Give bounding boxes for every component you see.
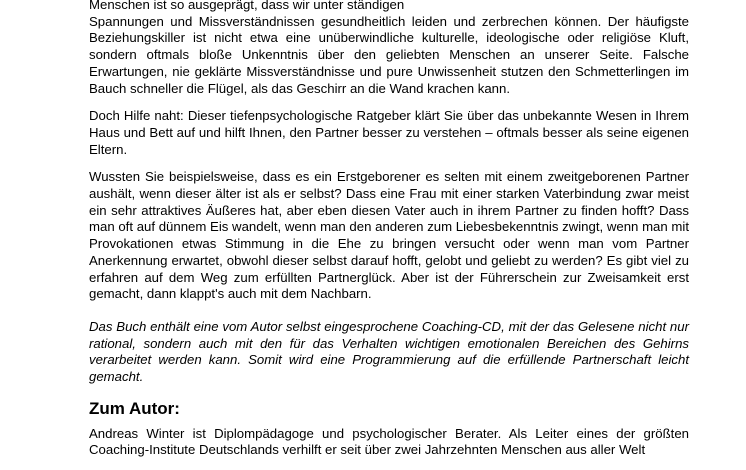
heading-about-author: Zum Autor:	[89, 398, 180, 418]
paragraph-examples: Wussten Sie beispielsweise, dass es ein Erstgeborener es selten mit einem zweitgeborenen Partner aushält, wenn dieser älter ist als er selbst? Dass eine Frau mit einer starken Vaterbindung zwar meist ein sehr attraktives Äußeres hat, aber eben diesen Vater auch in ihrem Partner zu finden hofft? Dass man oft auf dünnem Eis wandelt, wenn man den anderen zum Liebesbekenntnis zwingt, wenn man mit Provokationen etwas Stimmung in die Ehe zu bringen versucht oder wenn man vom Partner Anerkennung erwartet, obwohl dieser selbst darauf hofft, gelobt und geliebt zu werden? Es gibt viel zu erfahren auf dem Weg zum erfüllten Partnerglück. Aber ist der Führerschein zur Zweisamkeit erst gemacht, dann klappt's auch mit dem Nachbarn.	[89, 169, 689, 302]
paragraph-about-author: Andreas Winter ist Diplompädagoge und psychologischer Berater. Als Leiter eines der größten Coaching-Institute Deutschlands verhilft er seit über zwei Jahrzehnten Menschen aus aller Welt	[89, 425, 689, 458]
document-body	[89, 0, 689, 470]
paragraph-help: Doch Hilfe naht: Dieser tiefenpsychologische Ratgeber klärt Sie über das unbekannte Wesen in Ihrem Haus und Bett auf und hilft Ihnen, den Partner besser zu verstehen – oftmals besser als seine eigenen Eltern.	[89, 108, 689, 157]
paragraph-fragment: Menschen ist so ausgeprägt, dass wir unter ständigen	[89, 0, 405, 12]
paragraph-coaching-cd: Das Buch enthält eine vom Autor selbst eingesprochene Coaching-CD, mit der das Gelesene nicht nur rational, sondern auch mit den für das Verhalten wichtigen emotionalen Bereichen des Gehirns verarbeitet werden kann. Somit wird eine Programmierung auf die erfüllende Partnerschaft leicht gemacht.	[89, 318, 689, 385]
paragraph-relationship-problems: Spannungen und Missverständnissen gesundheitlich leiden und zerbrechen können. Der häufigste Beziehungskiller ist nicht etwa eine unüberwindliche kulturelle, ideologische oder religiöse Kluft, sondern oftmals bloße Unkenntnis über den geliebten Menschen an unserer Seite. Falsche Erwartungen, nie geklärte Missverständnisse und pure Unwissenheit stutzen den Schmetterlingen im Bauch schneller die Flügel, als das Geschirr an die Wand krachen kann.	[89, 13, 689, 96]
